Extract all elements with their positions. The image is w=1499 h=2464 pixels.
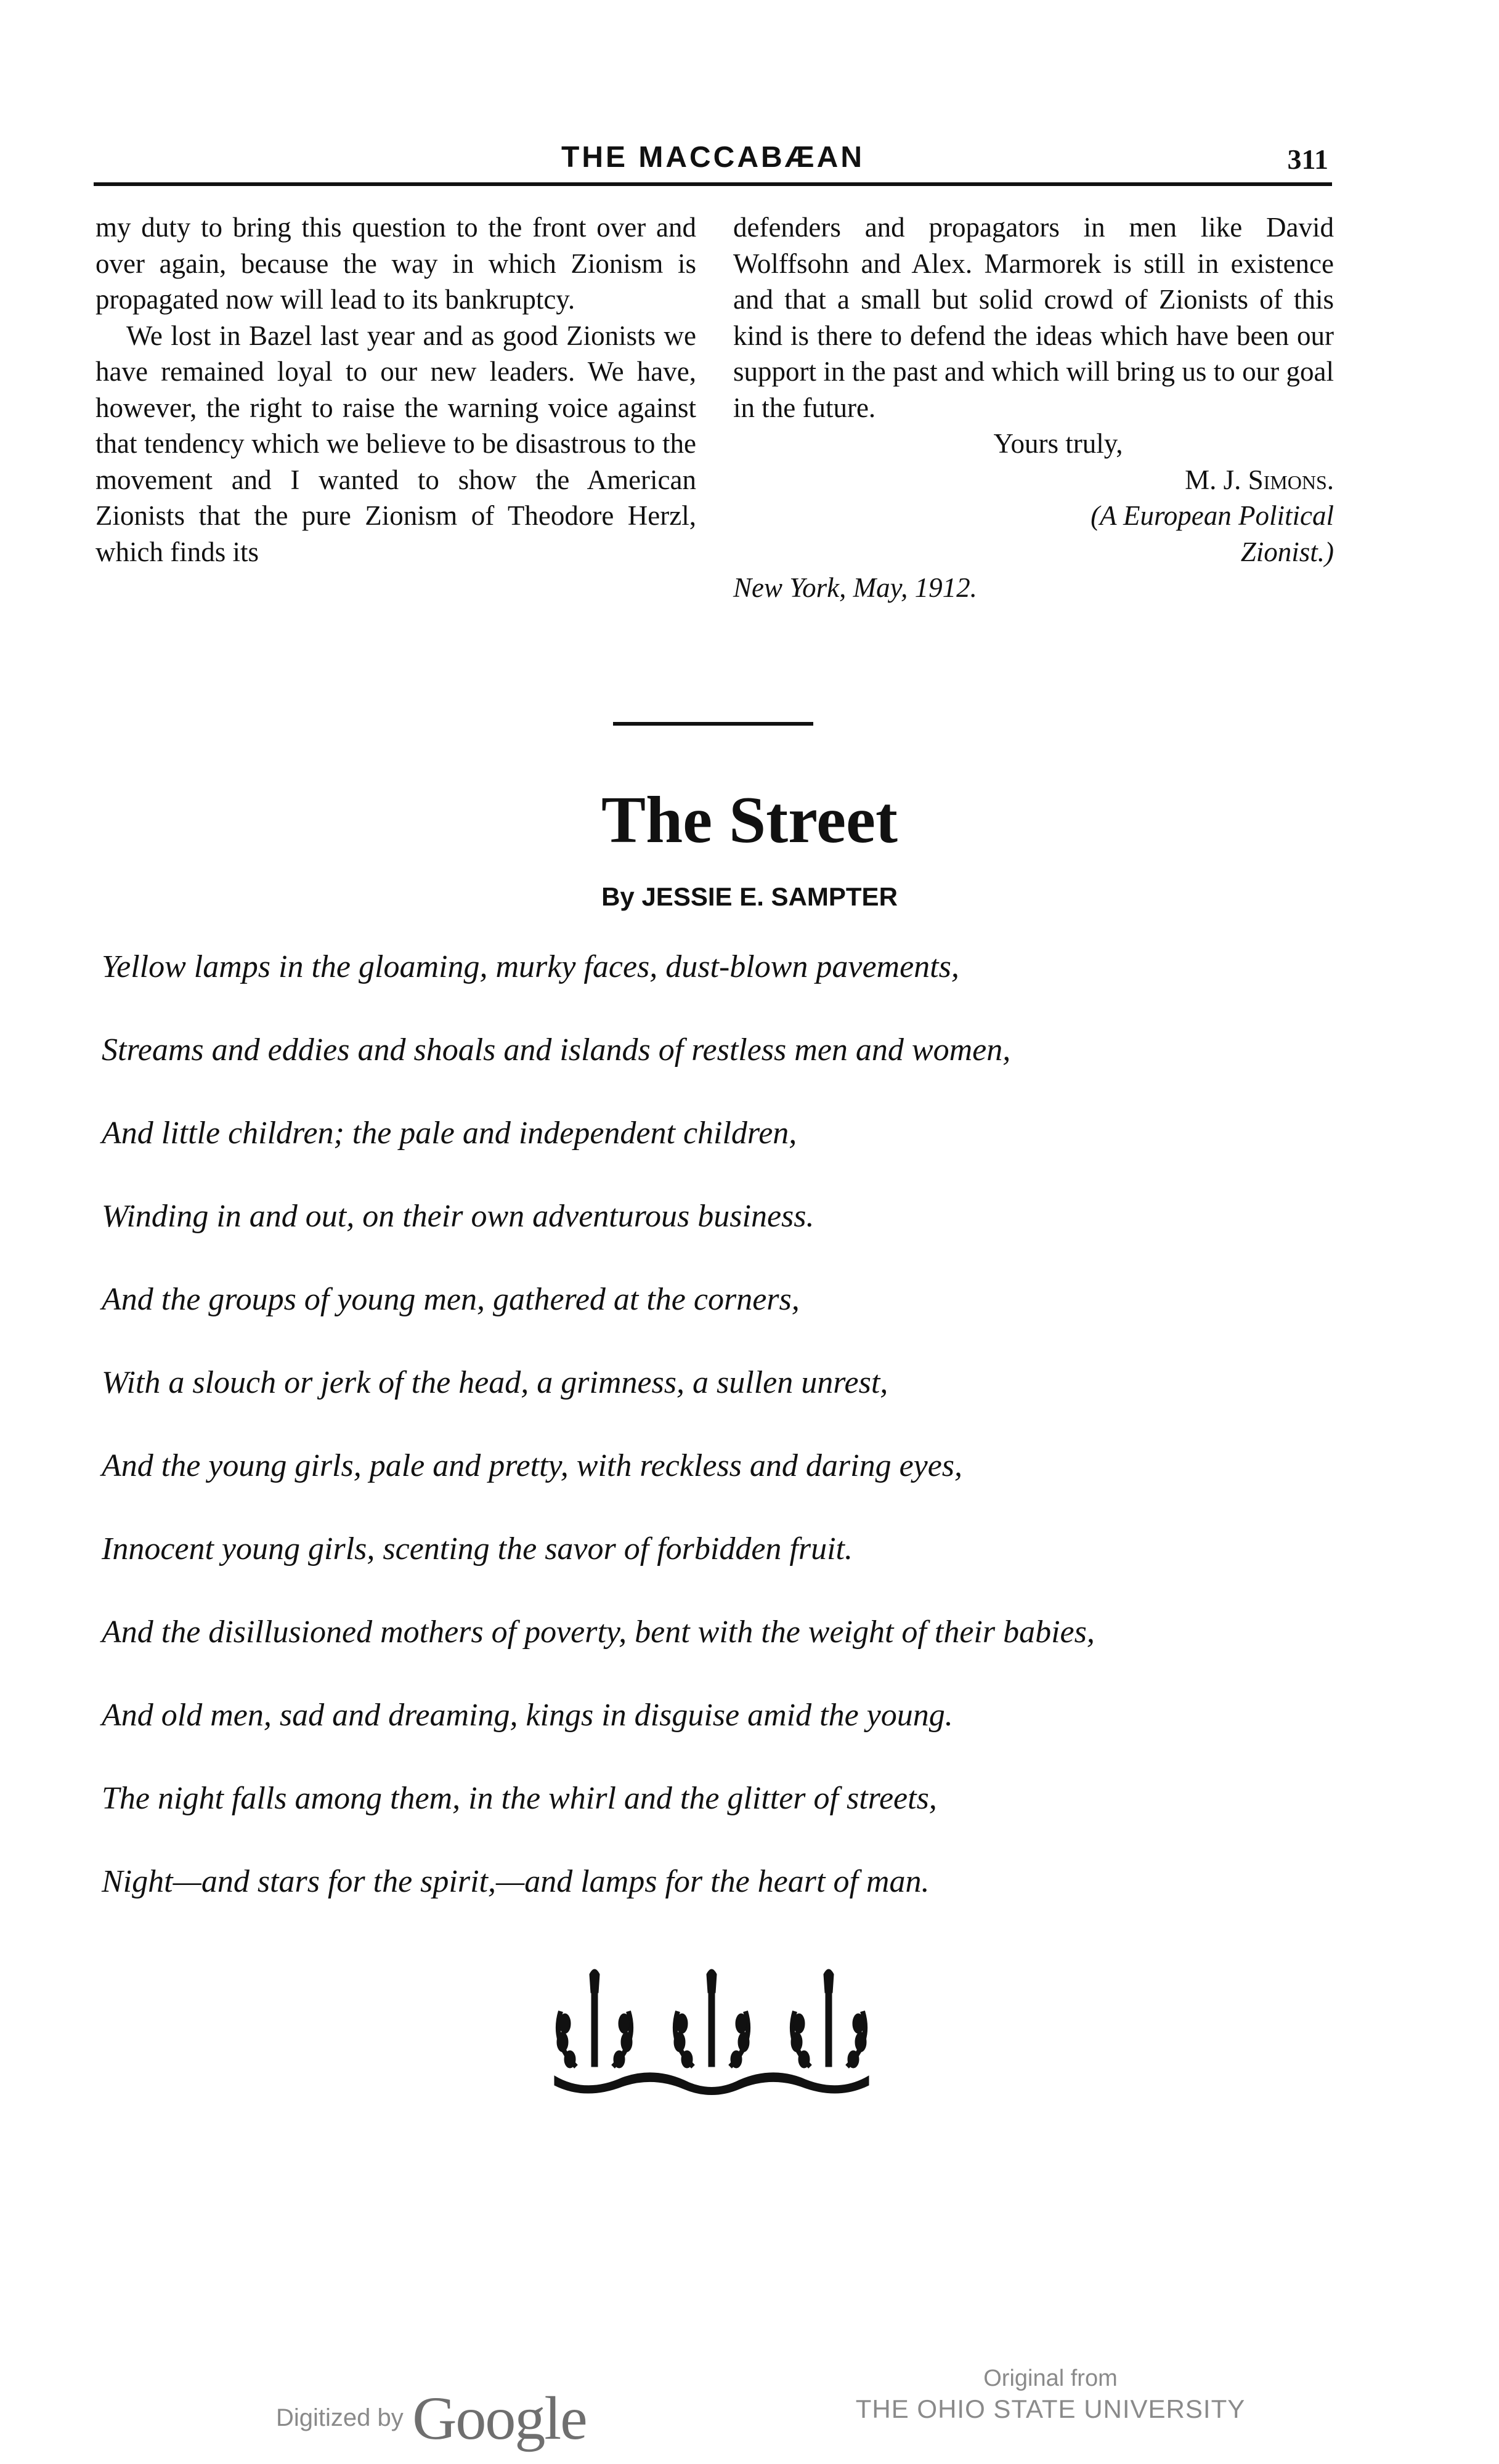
poem-line: Yellow lamps in the gloaming, murky faces, dust-blown pavements, bbox=[102, 949, 959, 984]
poem-line: With a slouch or jerk of the head, a grimness, a sullen unrest, bbox=[102, 1365, 888, 1400]
google-logo: Google bbox=[412, 2384, 587, 2452]
poem-line: And little children; the pale and independent children, bbox=[102, 1116, 797, 1151]
header-rule bbox=[94, 182, 1332, 186]
poem-line: The night falls among them, in the whirl and the glitter of streets, bbox=[102, 1781, 937, 1816]
letter-affiliation: (A European Political bbox=[1091, 500, 1334, 531]
poem-title: The Street bbox=[601, 784, 898, 857]
section-divider bbox=[613, 722, 813, 726]
poem-line: Streams and eddies and shoals and islands of restless men and women, bbox=[102, 1032, 1011, 1068]
running-header bbox=[94, 137, 1332, 180]
institution-name: THE OHIO STATE UNIVERSITY bbox=[855, 2394, 1246, 2423]
letter-right-column bbox=[733, 209, 1334, 606]
poem-line: And the groups of young men, gathered at the corners, bbox=[102, 1282, 800, 1317]
source-attribution bbox=[850, 2365, 1251, 2424]
poem-line: And the young girls, pale and pretty, with reckless and daring eyes, bbox=[102, 1448, 963, 1483]
letter-affiliation: Zionist.) bbox=[1240, 536, 1334, 567]
running-title: THE MACCABÆAN bbox=[561, 141, 864, 174]
poem-byline: By JESSIE E. SAMPTER bbox=[601, 882, 898, 911]
letter-paragraph: defenders and propagators in men like David Wolffsohn and Alex. Marmorek is still in existence and that a small but solid crowd of Zionists of this kind is there to defend the ideas which have been our support in the past and which will bring us to our goal in the future. bbox=[733, 212, 1334, 423]
letter-left-column bbox=[95, 209, 696, 570]
digitized-by-watermark bbox=[276, 2383, 587, 2454]
page-number: 311 bbox=[1287, 144, 1328, 175]
poem-line: Night—and stars for the spirit,—and lamps for the heart of man. bbox=[102, 1864, 930, 1899]
digitized-by-label: Digitized by bbox=[276, 2404, 404, 2431]
laurel-torch-ornament-icon bbox=[548, 1968, 875, 2097]
poem-line: And the disillusioned mothers of poverty, bent with the weight of their babies, bbox=[102, 1615, 1095, 1650]
poem-line: Innocent young girls, scenting the savor of forbidden fruit. bbox=[102, 1531, 853, 1566]
letter-paragraph: We lost in Bazel last year and as good Zionists we have remained loyal to our new leaders. We have, however, the right to raise the warning voice against that tendency which we believe to be disastrous to the movement and I wanted to show the American Zionists that the pure Zionism of Theodore Herzl, which finds its bbox=[95, 320, 696, 567]
letter-paragraph: my duty to bring this question to the front over and over again, because the way in which Zionism is propagated now will lead to its bankruptcy. bbox=[95, 212, 696, 315]
letter-signature: M. J. Simons. bbox=[1185, 464, 1334, 495]
poem-line: And old men, sad and dreaming, kings in disguise amid the young. bbox=[102, 1698, 953, 1733]
poem-line: Winding in and out, on their own adventurous business. bbox=[102, 1199, 814, 1234]
letter-dateline: New York, May, 1912. bbox=[733, 572, 977, 603]
original-from-label: Original from bbox=[983, 2365, 1118, 2391]
letter-closing: Yours truly, bbox=[993, 428, 1123, 459]
